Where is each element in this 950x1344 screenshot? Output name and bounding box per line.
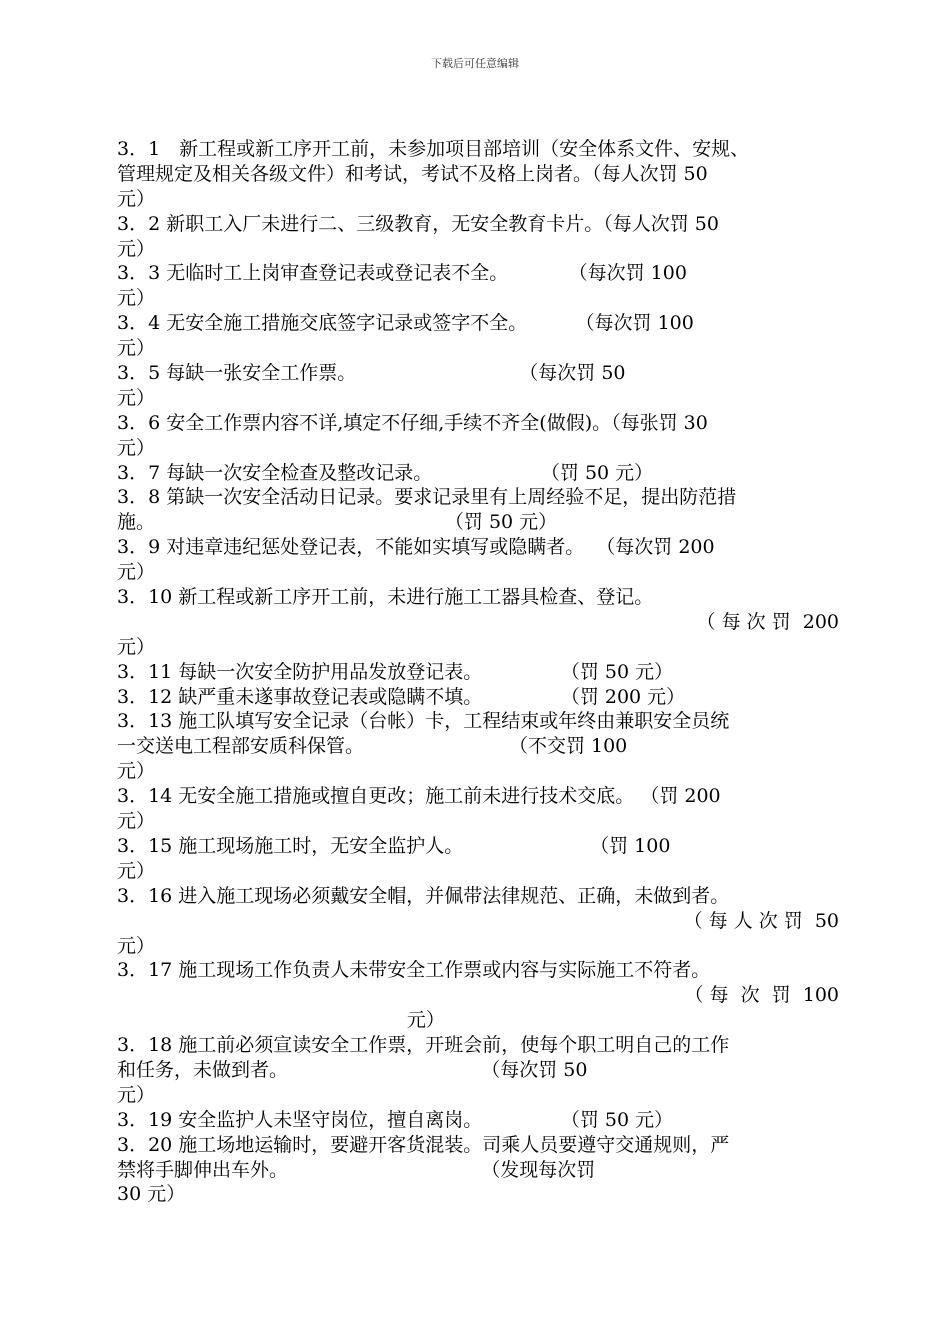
document-line: 禁将手脚伸出车外。 （发现每次罚 — [117, 1158, 596, 1181]
document-line: 30 元） — [117, 1183, 186, 1206]
document-line: 一交送电工程部安质科保管。 （不交罚 100 — [117, 735, 628, 758]
document-line: 3．2 新职工入厂未进行二、三级教育，无安全教育卡片。（每人次罚 50 — [117, 212, 719, 235]
document-line: 元） — [117, 1009, 445, 1032]
document-line: 3．20 施工场地运输时，要避开客货混装。司乘人员要遵守交通规则，严 — [117, 1133, 730, 1156]
document-line: 3．5 每缺一张安全工作票。 （每次罚 50 — [117, 362, 626, 385]
document-line: 元） — [117, 287, 156, 310]
document-line: 3．6 安全工作票内容不详,填定不仔细,手续不齐全(做假)。（每张罚 30 — [117, 411, 708, 434]
document-line: 3．17 施工现场工作负责人未带安全工作票或内容与实际施工不符者。 — [117, 959, 711, 982]
document-line: 元） — [117, 810, 156, 833]
document-line: 元） — [117, 187, 156, 210]
document-line: （ 每 次 罚 100 — [684, 984, 839, 1007]
document-line: 元） — [117, 386, 156, 409]
document-line: 3．14 无安全施工措施或擅自更改；施工前未进行技术交底。 （罚 200 — [117, 785, 721, 808]
document-line: 3．8 第缺一次安全活动日记录。要求记录里有上周经验不足，提出防范措 — [117, 486, 737, 509]
document-line: 3．7 每缺一次安全检查及整改记录。 （罚 50 元） — [117, 461, 654, 484]
document-line: 和任务，未做到者。 （每次罚 50 — [117, 1058, 588, 1081]
document-line: 元） — [117, 760, 156, 783]
document-line: 元） — [117, 1083, 156, 1106]
document-line: 元） — [117, 635, 156, 658]
document-line: 3．3 无临时工上岗审查登记表或登记表不全。 （每次罚 100 — [117, 262, 687, 285]
document-line: 3．9 对违章违纪惩处登记表，不能如实填写或隐瞒者。 （每次罚 200 — [117, 536, 715, 559]
document-line: 3．15 施工现场施工时，无安全监护人。 （罚 100 — [117, 834, 671, 857]
document-line: 元） — [117, 436, 156, 459]
document-line: （ 每 次 罚 200 — [696, 610, 839, 633]
document-line: 3．4 无安全施工措施交底签字记录或签字不全。 （每次罚 100 — [117, 312, 694, 335]
document-line: 元） — [117, 561, 156, 584]
document-line: 元） — [117, 237, 156, 260]
document-line: 元） — [117, 859, 156, 882]
document-line: 3．1 新工程或新工序开工前，未参加项目部培训（安全体系文件、安规、 — [117, 138, 750, 160]
document-line: 元） — [117, 934, 156, 957]
document-line: 元） — [117, 337, 156, 360]
document-line: 3．19 安全监护人未坚守岗位，擅自离岗。 （罚 50 元） — [117, 1108, 674, 1131]
document-line: （ 每 人 次 罚 50 — [683, 909, 839, 932]
document-line: 施。 （罚 50 元） — [117, 511, 558, 534]
page-header: 下载后可任意编辑 — [431, 57, 519, 70]
document-line: 3．12 缺严重未遂事故登记表或隐瞒不填。 （罚 200 元） — [117, 685, 686, 708]
document-line: 3．11 每缺一次安全防护用品发放登记表。 （罚 50 元） — [117, 660, 674, 683]
penalty-rules-document — [117, 137, 839, 1207]
document-line: 3．16 进入施工现场必须戴安全帽，并佩带法律规范、正确，未做到者。 — [117, 884, 730, 907]
document-line: 3．18 施工前必须宣读安全工作票，开班会前，使每个职工明自己的工作 — [117, 1034, 730, 1057]
document-line: 管理规定及相关各级文件）和考试，考试不及格上岗者。（每人次罚 50 — [117, 162, 708, 185]
document-line: 3．10 新工程或新工序开工前，未进行施工工器具检查、登记。 — [117, 586, 654, 609]
document-line: 3．13 施工队填写安全记录（台帐）卡，工程结束或年终由兼职安全员统 — [117, 710, 730, 733]
